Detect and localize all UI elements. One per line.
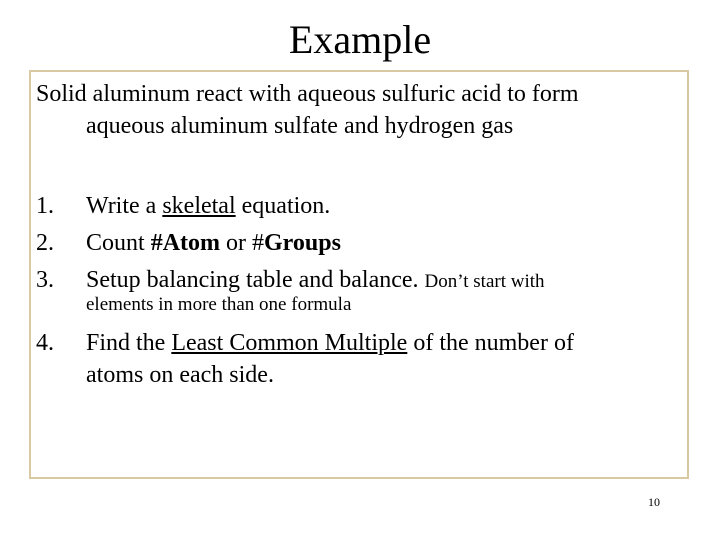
step-number: 1. (36, 193, 54, 219)
step-text-pre: Count (86, 230, 151, 256)
intro-text (36, 78, 676, 142)
page-number: 10 (648, 495, 660, 509)
step-text-pre: Setup balancing table and balance. (86, 267, 425, 293)
intro-line-2: aqueous aluminum sulfate and hydrogen gas (86, 113, 514, 139)
step-text (86, 227, 676, 259)
step-bold-term-2: Groups (264, 230, 341, 256)
step-text-pre: Write a (86, 193, 163, 219)
step-text-line-2: atoms on each side. (86, 362, 274, 388)
step-3-subnote: elements in more than one formula (86, 294, 352, 315)
step-text-mid: or # (220, 230, 265, 256)
step-underlined-term: skeletal (162, 193, 236, 219)
step-number: 3. (36, 267, 54, 293)
step-text (86, 190, 676, 222)
step-bold-term: #Atom (150, 230, 221, 256)
step-text (86, 327, 676, 391)
step-text-post: of the number of (407, 330, 574, 356)
intro-line-1: Solid aluminum react with aqueous sulfuric acid to form (36, 81, 579, 107)
step-number: 4. (36, 330, 54, 356)
step-small-note: Don’t start with (424, 271, 545, 292)
step-underlined-term: Least Common Multiple (171, 330, 408, 356)
step-text-post: equation. (235, 193, 331, 219)
step-text-pre: Find the (86, 330, 172, 356)
slide-title: Example (288, 17, 432, 62)
step-number: 2. (36, 230, 54, 256)
